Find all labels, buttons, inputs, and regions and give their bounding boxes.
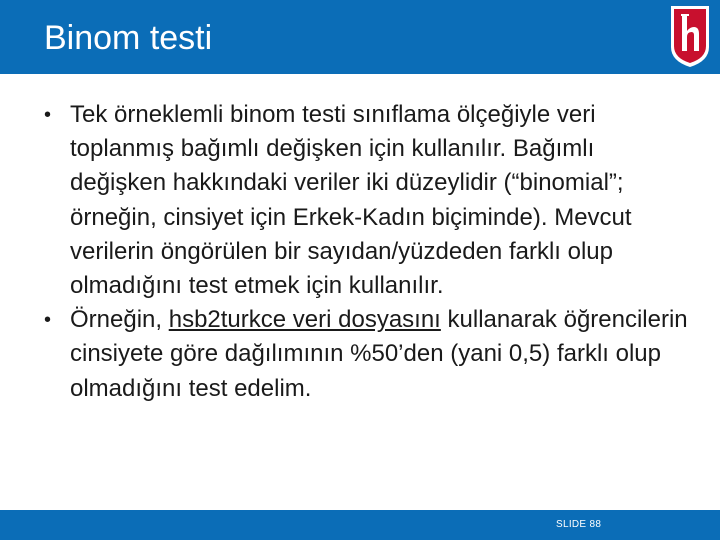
bullet-text-prefix: Örneğin, — [70, 306, 169, 334]
list-item — [40, 98, 690, 303]
university-shield-logo-icon — [668, 3, 712, 69]
bullet-text: Tek örneklemli binom testi sınıflama ölçeğiyle veri toplanmış bağımlı değişken için kullanılır. Bağımlı değişken hakkındaki veriler iki düzeylidir (“binomial”; örneğin, cinsiyet için Erkek-Kadın biçiminde). Mevcut verilerin öngörülen bir sayıdan/yüzdeden farklı olup olmadığını test etmek için kullanılır. — [70, 101, 632, 300]
slide-number: SLIDE 88 — [556, 519, 602, 530]
bullet-dot-icon: • — [44, 309, 52, 332]
list-item — [40, 303, 690, 406]
title-bar — [0, 0, 720, 74]
slide-title: Binom testi — [44, 19, 213, 57]
footer-bar — [0, 510, 720, 540]
slide-body — [40, 98, 690, 406]
dataset-link[interactable]: hsb2turkce veri dosyasını — [168, 306, 441, 334]
bullet-dot-icon: • — [44, 104, 52, 126]
bullet-text-suffix: kullanarak öğrencilerin cinsiyete göre dağılımının %50’den (yani 0,5) farklı olup olmadığını test edelim. — [70, 306, 688, 402]
